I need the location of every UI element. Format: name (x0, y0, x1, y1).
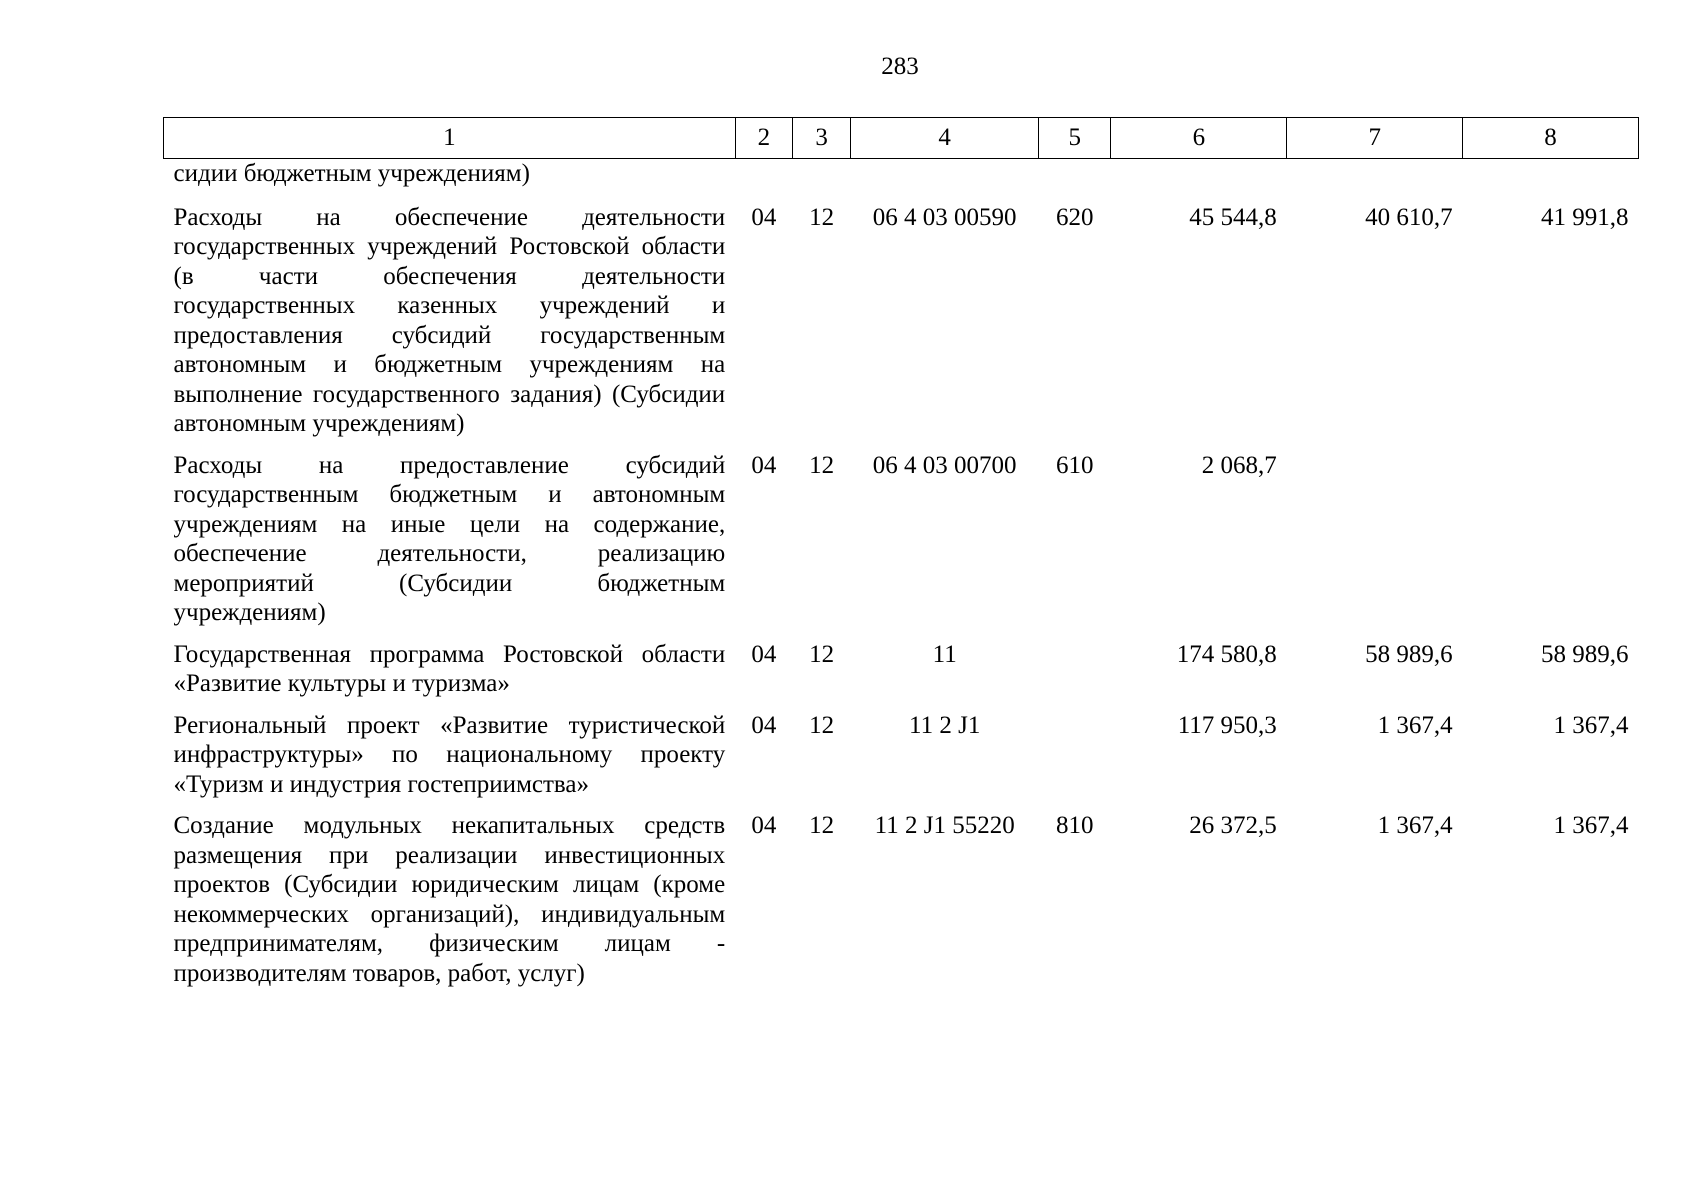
row-csr: 11 2 J1 (909, 711, 981, 739)
row-csr: 06 4 03 00700 (872, 451, 1017, 479)
row-vr (1039, 159, 1111, 203)
table-row (164, 640, 1639, 711)
row-rz: 04 (751, 812, 777, 839)
row-value-3: 58 989,6 (1541, 640, 1629, 668)
row-pr: 12 (809, 451, 835, 479)
budget-table (163, 117, 1639, 1000)
row-pr: 12 (809, 640, 835, 668)
row-value-1: 117 950,3 (1177, 711, 1277, 739)
header-col-4: 4 (851, 118, 1039, 159)
row-vr: 620 (1056, 203, 1094, 231)
row-description: Государственная программа Ростовской области «Развитие культуры и туризма» (173, 640, 726, 697)
row-description: Создание модульных некапитальных средств размещения при реализации инвестиционных проектов (Субсидии юридическим лицам (кроме некоммерческих организаций), индивидуальным предпринимателям, физическим лицам - производителям товаров, работ, услуг) (173, 812, 726, 987)
row-value-3: 1 367,4 (1553, 812, 1629, 839)
row-description: Региональный проект «Развитие туристической инфраструктуры» по национальному проекту «Туризм и индустрия гостеприимства» (173, 711, 726, 798)
row-csr: 11 2 J1 55220 (874, 812, 1015, 839)
row-description: сидии бюджетным учреждениям) (173, 160, 530, 187)
row-rz: 04 (751, 451, 777, 479)
table-row (164, 203, 1639, 451)
row-value-2 (1287, 159, 1463, 203)
header-row (164, 118, 1639, 159)
row-rz: 04 (751, 711, 777, 739)
table-row (164, 811, 1639, 1000)
row-csr: 11 (932, 640, 957, 668)
row-csr (851, 159, 1039, 203)
header-col-5: 5 (1039, 118, 1111, 159)
row-value-1: 2 068,7 (1201, 451, 1277, 479)
row-value-3: 1 367,4 (1553, 711, 1629, 739)
table-row (164, 159, 1639, 203)
row-vr (1039, 711, 1111, 812)
row-value-1: 174 580,8 (1176, 640, 1277, 668)
row-description: Расходы на обеспечение деятельности государственных учреждений Ростовской области (в части обеспечения деятельности государственных казенных учреждений и предоставления субсидий государственным автономным и бюджетным учреждениям на выполнение государственного задания) (Субсидии автономным учреждениям) (173, 203, 726, 437)
row-csr: 06 4 03 00590 (872, 203, 1017, 231)
header-col-1: 1 (164, 118, 736, 159)
row-value-3 (1463, 159, 1639, 203)
header-col-7: 7 (1287, 118, 1463, 159)
table-row (164, 711, 1639, 812)
row-vr (1039, 640, 1111, 711)
row-pr (792, 159, 850, 203)
header-col-2: 2 (735, 118, 792, 159)
page-number: 283 (881, 53, 919, 80)
table-row (164, 451, 1639, 640)
header-col-6: 6 (1111, 118, 1287, 159)
row-pr: 12 (809, 203, 835, 231)
header-col-3: 3 (792, 118, 850, 159)
row-value-2: 58 989,6 (1365, 640, 1453, 668)
row-description: Расходы на предоставление субсидий государственным бюджетным и автономным учреждениям на иные цели на содержание, обеспечение деятельности, реализацию мероприятий (Субсидии бюджетным учреждениям) (173, 451, 726, 626)
row-value-2: 40 610,7 (1365, 203, 1453, 231)
row-value-1: 45 544,8 (1189, 203, 1277, 231)
row-rz (735, 159, 792, 203)
row-pr: 12 (809, 812, 835, 839)
header-col-8: 8 (1463, 118, 1639, 159)
row-value-3: 41 991,8 (1541, 203, 1629, 231)
row-rz: 04 (751, 203, 777, 231)
row-value-1: 26 372,5 (1189, 812, 1277, 839)
row-vr: 610 (1056, 451, 1094, 479)
row-value-1 (1111, 159, 1287, 203)
row-vr: 810 (1056, 812, 1094, 839)
row-value-2: 1 367,4 (1377, 711, 1453, 739)
row-value-2: 1 367,4 (1377, 812, 1453, 839)
row-rz: 04 (751, 640, 777, 668)
row-value-2 (1287, 451, 1463, 640)
row-pr: 12 (809, 711, 835, 739)
row-value-3 (1463, 451, 1639, 640)
